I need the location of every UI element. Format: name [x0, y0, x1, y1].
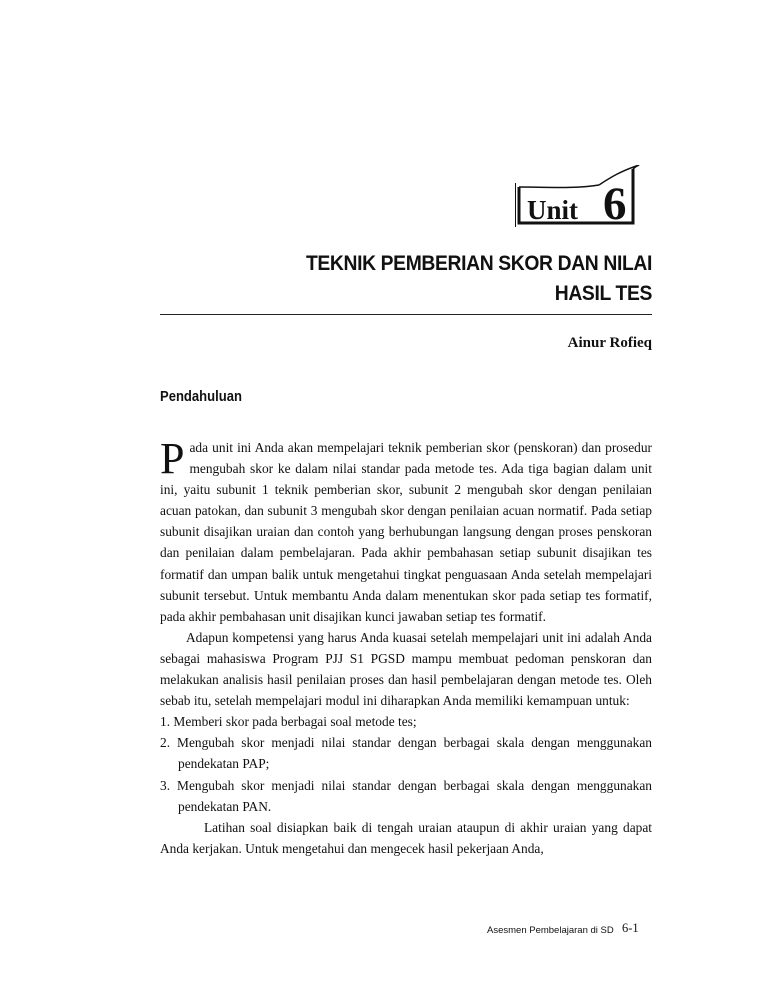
competency-paragraph: Adapun kompetensi yang harus Anda kuasai setelah mempelajari unit ini adalah Anda sebagai mahasiswa Program PJJ S1 PGSD mampu membuat pedoman penskoran dan melakukan analisis hasil penilaian proses dan hasil pembelajaran dengan metode tes. Oleh sebab itu, setelah mempelajari modul ini diharapkan Anda memiliki kemampuan untuk:: [160, 629, 652, 709]
intro-paragraph: [160, 434, 652, 627]
body-text: [160, 434, 652, 859]
unit-label: Unit: [527, 195, 579, 225]
unit-number: 6: [603, 178, 627, 230]
intro-paragraph-text: ada unit ini Anda akan mempelajari teknik pemberian skor (penskoran) dan prosedur mengubah skor ke dalam nilai standar pada metode tes. Ada tiga bagian dalam unit ini, yaitu subunit 1 teknik pemberian skor, subunit 2 mengubah skor dengan penilaian acuan patokan, dan subunit 3 mengubah skor dengan penilaian acuan normatif. Pada setiap subunit disajikan uraian dan contoh yang berhubungan langsung dengan proses penskoran dan penilaian dalam pembelajaran. Pada akhir pembahasan setiap subunit disajikan tes formatif dan umpan balik untuk mengetahui tingkat penguasaan Anda setelah mempelajari subunit tersebut. Untuk membantu Anda dalam menentukan skor pada setiap tes formatif, pada akhir pembahasan unit disajikan kunci jawaban setiap tes formatif.: [160, 440, 652, 624]
unit-badge: [515, 165, 640, 230]
page-title-line-2: HASIL TES: [554, 282, 652, 305]
title-divider: [160, 314, 652, 315]
page-title-line-1: TEKNIK PEMBERIAN SKOR DAN NILAI: [305, 252, 652, 275]
drop-cap: P: [160, 434, 185, 483]
exercise-paragraph: Latihan soal disiapkan baik di tengah uraian ataupun di akhir uraian yang dapat Anda kerjakan. Untuk mengetahui dan mengecek hasil pekerjaan Anda,: [160, 819, 652, 856]
list-item: 1. Memberi skor pada berbagai soal metode tes;: [160, 714, 417, 730]
footer-course-title: Asesmen Pembelajaran di SD: [487, 925, 614, 936]
list-item: 3. Mengubah skor menjadi nilai standar dengan berbagai skala dengan menggunakan pendekatan PAN.: [160, 777, 652, 814]
list-item: 2. Mengubah skor menjadi nilai standar dengan berbagai skala dengan menggunakan pendekatan PAP;: [160, 735, 652, 772]
author-name: Ainur Rofieq: [567, 335, 652, 351]
section-heading: Pendahuluan: [160, 389, 242, 405]
page-number: 6-1: [622, 921, 639, 935]
